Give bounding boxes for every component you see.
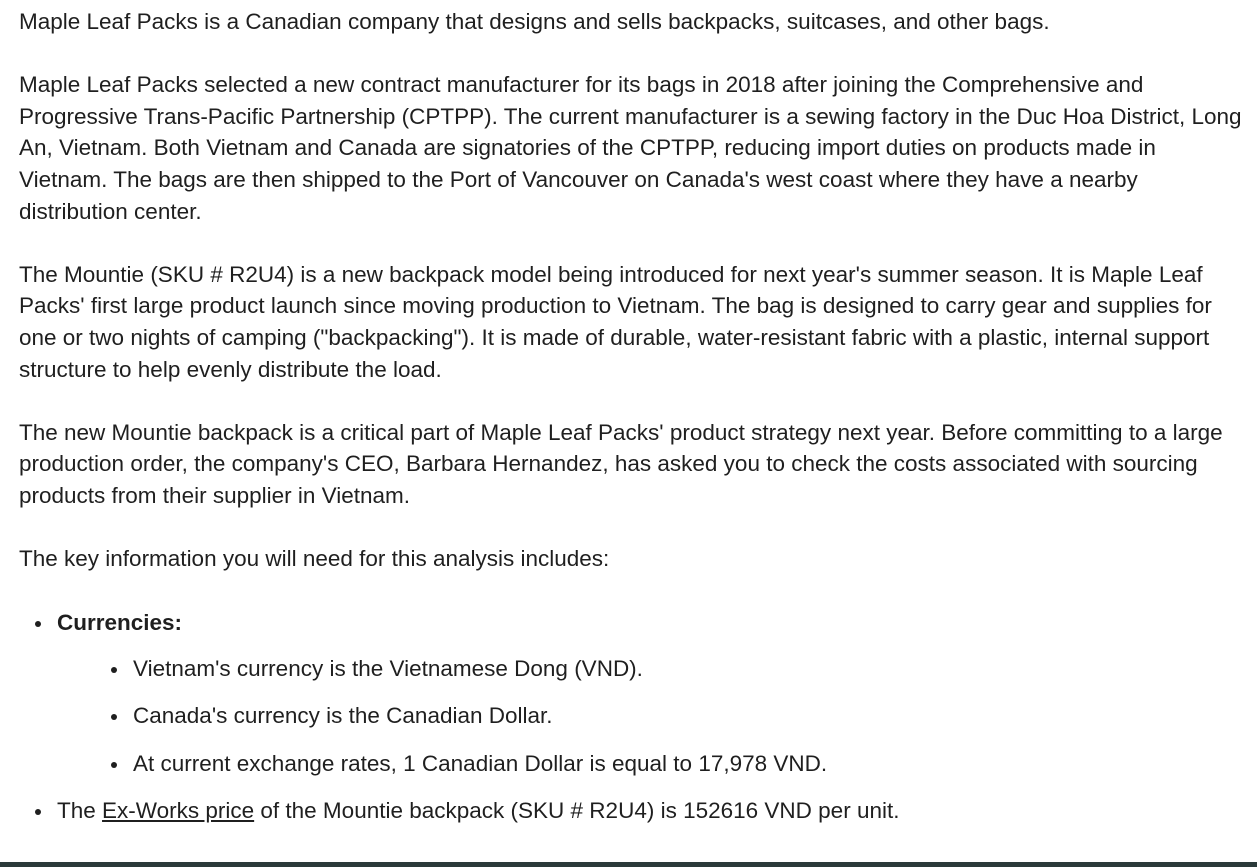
exworks-suffix: of the Mountie backpack (SKU # R2U4) is 152616 VND per unit. [254, 797, 900, 823]
list-item: Canada's currency is the Canadian Dollar. [57, 700, 1244, 732]
article-body [19, 6, 1244, 826]
key-info-list [19, 607, 1244, 827]
bottom-bar [0, 862, 1257, 867]
list-item: At current exchange rates, 1 Canadian Dollar is equal to 17,978 VND. [57, 748, 1244, 780]
currency-list [57, 653, 1244, 779]
ex-works-price-link[interactable]: Ex-Works price [102, 797, 255, 823]
list-item-currencies [19, 607, 1244, 780]
exworks-prefix: The [57, 797, 103, 823]
strategy-paragraph: The new Mountie backpack is a critical part of Maple Leaf Packs' product strategy next year. Before committing to a large production order, the company's CEO, Barbara Hernandez, has asked you to check the costs associated with sourcing products from their supplier in Vietnam. [19, 419, 1223, 508]
key-info-intro: The key information you will need for this analysis includes: [19, 546, 610, 572]
intro-paragraph: Maple Leaf Packs is a Canadian company that designs and sells backpacks, suitcases, and other bags. [19, 9, 1050, 34]
mountie-paragraph: The Mountie (SKU # R2U4) is a new backpack model being introduced for next year's summer season. It is Maple Leaf Packs' first large product launch since moving production to Vietnam. The bag is designed to carry gear and supplies for one or two nights of camping ("backpacking"). It is made of durable, water-resistant fabric with a plastic, internal support structure to help evenly distribute the load. [19, 261, 1212, 382]
list-item-exworks [19, 795, 1244, 827]
manufacturer-paragraph: Maple Leaf Packs selected a new contract manufacturer for its bags in 2018 after joining the Comprehensive and Progressive Trans-Pacific Partnership (CPTPP). The current manufacturer is a sewing factory in the Duc Hoa District, Long An, Vietnam. Both Vietnam and Canada are signatories of the CPTPP, reducing import duties on products made in Vietnam. The bags are then shipped to the Port of Vancouver on Canada's west coast where they have a nearby distribution center. [19, 72, 1242, 224]
currencies-heading: Currencies: [57, 609, 183, 635]
list-item: Vietnam's currency is the Vietnamese Dong (VND). [57, 653, 1244, 685]
